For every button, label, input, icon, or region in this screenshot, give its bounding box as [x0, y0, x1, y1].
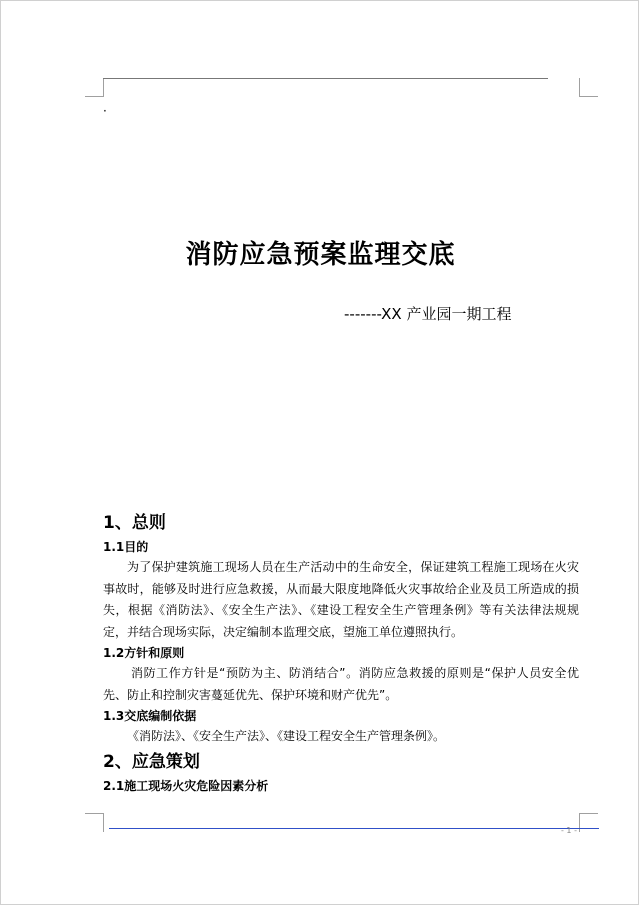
crop-mark-bottom-right: [579, 813, 598, 832]
header-rule: [103, 78, 548, 79]
paragraph-principles: 消防工作方针是“预防为主、防消结合”。消防应急救援的原则是“保护人员安全优先、防止和控制灾害蔓延优先、保护环境和财产优先”。: [103, 666, 579, 702]
section-heading: 2、应急策划: [103, 751, 200, 772]
subsection-heading: 1.1目的: [103, 540, 149, 554]
section-heading: 1、总则: [103, 513, 166, 533]
crop-mark-top-right: [579, 78, 598, 97]
subsection-heading: 2.1施工现场火灾危险因素分析: [103, 778, 269, 793]
crop-mark-bottom-left: [85, 813, 104, 832]
crop-mark-top-left: [85, 78, 104, 97]
document-body: [103, 509, 579, 796]
paragraph-marker: ·: [103, 104, 107, 118]
paragraph-purpose: 为了保护建筑施工现场人员在生产活动中的生命安全，保证建筑工程施工现场在火灾事故时，能够及时进行应急救援，从而最大限度地降低火灾事故给企业及员工所造成的损失，根据《消防法》、《安全生产法》、《建设工程安全生产管理条例》等有关法律法规规定，并结合现场实际，决定编制本监理交底，望施工单位遵照执行。: [103, 560, 579, 639]
paragraph-basis: 《消防法》、《安全生产法》、《建设工程安全生产管理条例》。: [127, 729, 446, 743]
document-title: 消防应急预案监理交底: [185, 240, 456, 270]
subsection-heading: 1.3交底编制依据: [103, 709, 197, 723]
document-subtitle: -------XX 产业园一期工程: [344, 305, 512, 323]
subsection-heading: 1.2方针和原则: [103, 646, 185, 660]
footer-rule: [109, 828, 599, 829]
page-number: - 1 -: [561, 826, 577, 835]
